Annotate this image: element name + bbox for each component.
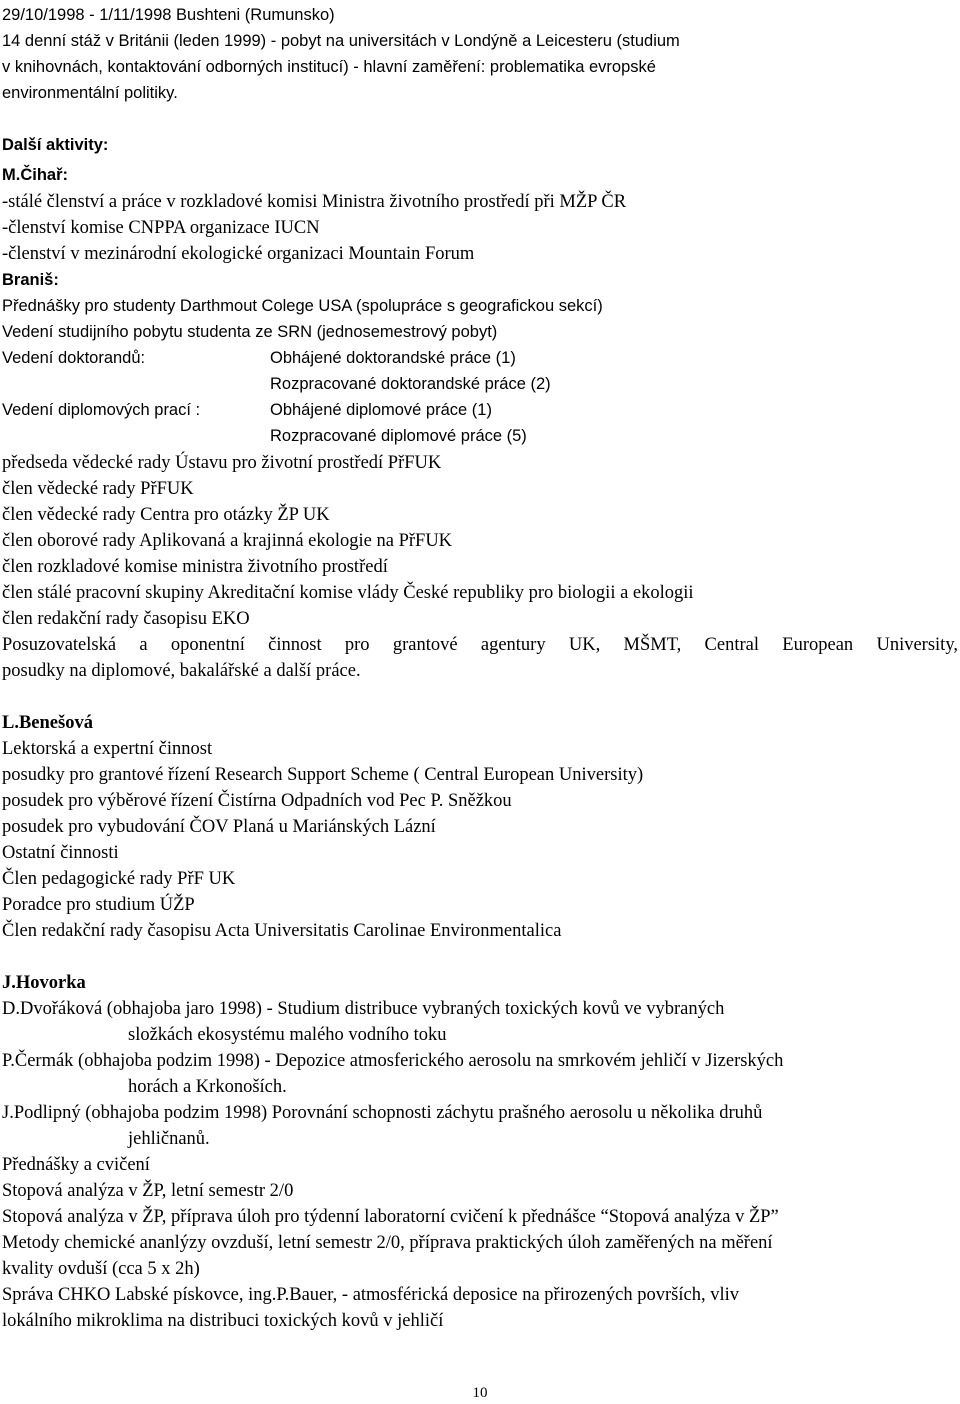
person-heading: L.Benešová bbox=[2, 713, 93, 733]
list-item: kvality ovduší (cca 5 x 2h) bbox=[2, 1259, 200, 1279]
list-item: člen oborové rady Aplikovaná a krajinná ekologie na PřFUK bbox=[2, 531, 453, 551]
list-item: člen redakční rady časopisu EKO bbox=[2, 609, 250, 629]
section-heading: Další aktivity: bbox=[2, 136, 109, 154]
list-item: Vedení studijního pobytu studenta ze SRN (jednosemestrový pobyt) bbox=[2, 323, 498, 341]
list-item: Poradce pro studium ÚŽP bbox=[2, 895, 195, 915]
list-item: posudky pro grantové řízení Research Support Scheme ( Central European University) bbox=[2, 765, 644, 785]
list-item: Přednášky pro studenty Darthmout Colege USA (spolupráce s geografickou sekcí) bbox=[2, 297, 603, 315]
list-item: člen rozkladové komise ministra životního prostředí bbox=[2, 557, 388, 577]
list-item: Správa CHKO Labské pískovce, ing.P.Bauer, - atmosférická deposice na přirozených površích, vliv bbox=[2, 1285, 740, 1305]
intro-line: 14 denní stáž v Británii (leden 1999) - pobyt na universitách v Londýně a Leicesteru (studium bbox=[2, 32, 680, 50]
list-item: Člen redakční rady časopisu Acta Universitatis Carolinae Environmentalica bbox=[2, 921, 562, 941]
list-item: člen vědecké rady PřFUK bbox=[2, 479, 194, 499]
diploma-item: Rozpracované diplomové práce (5) bbox=[270, 427, 527, 445]
list-item: předseda vědecké rady Ústavu pro životní prostředí PřFUK bbox=[2, 453, 442, 473]
list-item: -stálé členství a práce v rozkladové komisi Ministra životního prostředí při MŽP ČR bbox=[2, 192, 627, 212]
diploma-label: Vedení diplomových prací : bbox=[2, 401, 201, 419]
page-number: 10 bbox=[472, 1385, 488, 1401]
doctoral-item: Rozpracované doktorandské práce (2) bbox=[270, 375, 551, 393]
thesis-entry: P.Čermák (obhajoba podzim 1998) - Depozice atmosferického aerosolu na smrkovém jehličí v Jizerských bbox=[2, 1051, 784, 1071]
list-item: Lektorská a expertní činnost bbox=[2, 739, 213, 759]
list-item: posudek pro výběrové řízení Čistírna Odpadních vod Pec P. Sněžkou bbox=[2, 791, 512, 811]
thesis-entry-continuation: jehličnanů. bbox=[128, 1129, 210, 1149]
list-item: člen stálé pracovní skupiny Akreditační komise vlády České republiky pro biologii a ekologii bbox=[2, 583, 694, 603]
list-item: posudek pro vybudování ČOV Planá u Mariánských Lázní bbox=[2, 817, 436, 837]
list-item: -členství v mezinárodní ekologické organizaci Mountain Forum bbox=[2, 244, 475, 264]
person-heading: M.Čihař: bbox=[2, 166, 68, 184]
list-item: Metody chemické ananlýzy ovzduší, letní semestr 2/0, příprava praktických úloh zaměřených na měření bbox=[2, 1233, 773, 1253]
thesis-entry: J.Podlipný (obhajoba podzim 1998) Porovnání schopnosti záchytu prašného aerosolu u několika druhů bbox=[2, 1103, 763, 1123]
list-item: -členství komise CNPPA organizace IUCN bbox=[2, 218, 320, 238]
person-heading: J.Hovorka bbox=[2, 973, 86, 993]
review-paragraph: Posuzovatelská a oponentní činnost pro grantové agentury UK, MŠMT, Central European University, bbox=[2, 635, 958, 655]
thesis-entry-continuation: horách a Krkonoších. bbox=[128, 1077, 287, 1097]
intro-line: 29/10/1998 - 1/11/1998 Bushteni (Rumunsko) bbox=[2, 6, 335, 24]
thesis-entry-continuation: složkách ekosystému malého vodního toku bbox=[128, 1025, 447, 1045]
person-heading: Braniš: bbox=[2, 271, 59, 289]
doctoral-item: Obhájené doktorandské práce (1) bbox=[270, 349, 516, 367]
intro-line: v knihovnách, kontaktování odborných institucí) - hlavní zaměření: problematika evropské bbox=[2, 58, 656, 76]
intro-line: environmentální politiky. bbox=[2, 84, 178, 102]
list-item: Přednášky a cvičení bbox=[2, 1155, 150, 1175]
list-item: Stopová analýza v ŽP, příprava úloh pro týdenní laboratorní cvičení k přednášce “Stopová analýza v ŽP” bbox=[2, 1207, 779, 1227]
list-item: člen vědecké rady Centra pro otázky ŽP UK bbox=[2, 505, 330, 525]
doctoral-label: Vedení doktorandů: bbox=[2, 349, 146, 367]
review-paragraph: posudky na diplomové, bakalářské a další práce. bbox=[2, 661, 361, 681]
thesis-entry: D.Dvořáková (obhajoba jaro 1998) - Studium distribuce vybraných toxických kovů ve vybraných bbox=[2, 999, 725, 1019]
list-item: Člen pedagogické rady PřF UK bbox=[2, 869, 236, 889]
list-item: Ostatní činnosti bbox=[2, 843, 119, 863]
list-item: lokálního mikroklima na distribuci toxických kovů v jehličí bbox=[2, 1311, 444, 1331]
diploma-item: Obhájené diplomové práce (1) bbox=[270, 401, 492, 419]
list-item: Stopová analýza v ŽP, letní semestr 2/0 bbox=[2, 1181, 294, 1201]
